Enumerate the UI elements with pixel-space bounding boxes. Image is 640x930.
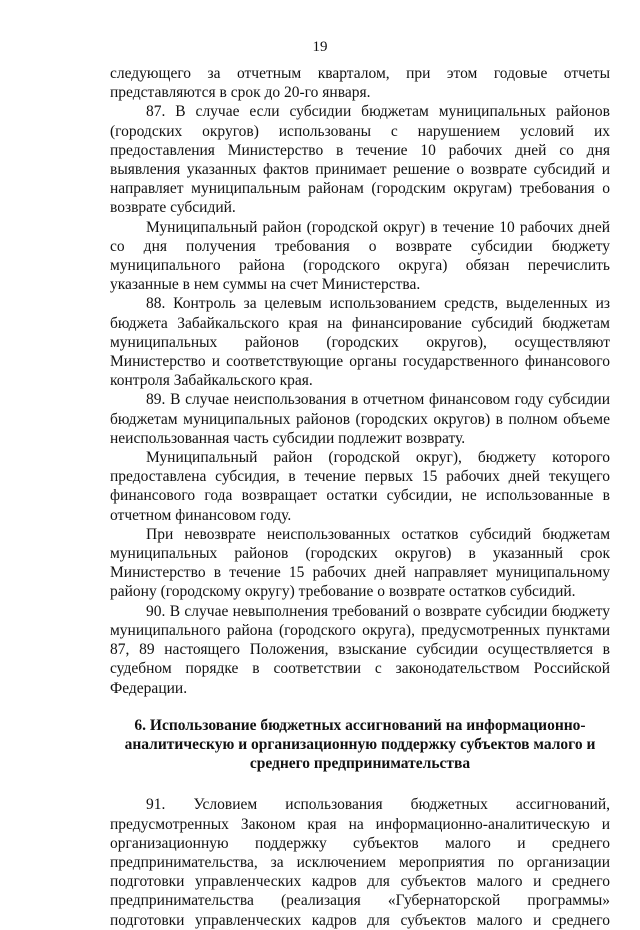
paragraph-87: 87. В случае если субсидии бюджетам муниципальных районов (городских округов) использованы с нарушением условий их предоставления Министерство в течение 10 рабочих дней со дня выявления указанных фактов принимает решение о возврате субсидий и направляет муниципальным районам (городским округам) требования о возврате субсидий. [110,103,610,217]
document-body [110,64,610,930]
paragraph-continuation: следующего за отчетным кварталом, при этом годовые отчеты представляются в срок до 20-го января. [110,65,610,102]
paragraph-91: 91. Условием использования бюджетных ассигнований, предусмотренных Законом края на информационно-аналитическую и организационную поддержку субъектов малого и среднего предпринимательства, за исключением мероприятия по организации подготовки управленческих кадров для субъектов малого и среднего предпринимательства (реализация «Губернаторской программы» подготовки управленческих кадров для субъектов малого и среднего [110,796,610,929]
section-heading: 6. Использование бюджетных ассигнований на информационно-аналитическую и организационную поддержку субъектов малого и среднего предпринимательства [124,716,596,773]
paragraph-89-remainder-return: Муниципальный район (городской округ), бюджету которого предоставлена субсидия, в течение первых 15 рабочих дней текущего финансового года возвращает остатки субсидии, не использованные в отчетном финансовом году. [110,449,610,524]
page-number: 19 [312,39,328,55]
paragraph-89-nonreturn: При невозврате неиспользованных остатков субсидий бюджетам муниципальных районов (городских округов) в указанный срок Министерство в течение 15 рабочих дней направляет муниципальному району (городскому округу) требование о возврате остатков субсидий. [110,525,610,601]
paragraph-89: 89. В случае неиспользования в отчетном финансовом году субсидии бюджетам муниципальных районов (городских округов) в полном объеме неиспользованная часть субсидии подлежит возврату. [110,391,610,447]
paragraph-88: 88. Контроль за целевым использованием средств, выделенных из бюджета Забайкальского края на финансирование субсидий бюджетам муниципальных районов (городских округов), осуществляют Министерство и соответствующие органы государственного финансового контроля Забайкальского края. [110,295,610,390]
paragraph-87-municipal-return: Муниципальный район (городской округ) в течение 10 рабочих дней со дня получения требования о возврате субсидии бюджету муниципального района (городского округа) обязан перечислить указанные в нем суммы на счет Министерства. [110,218,610,294]
paragraph-90: 90. В случае невыполнения требований о возврате субсидии бюджету муниципального района (городского округа), предусмотренных пунктами 87, 89 настоящего Положения, взыскание субсидии осуществляется в судебном порядке в соответствии с законодательством Российской Федерации. [110,602,610,697]
